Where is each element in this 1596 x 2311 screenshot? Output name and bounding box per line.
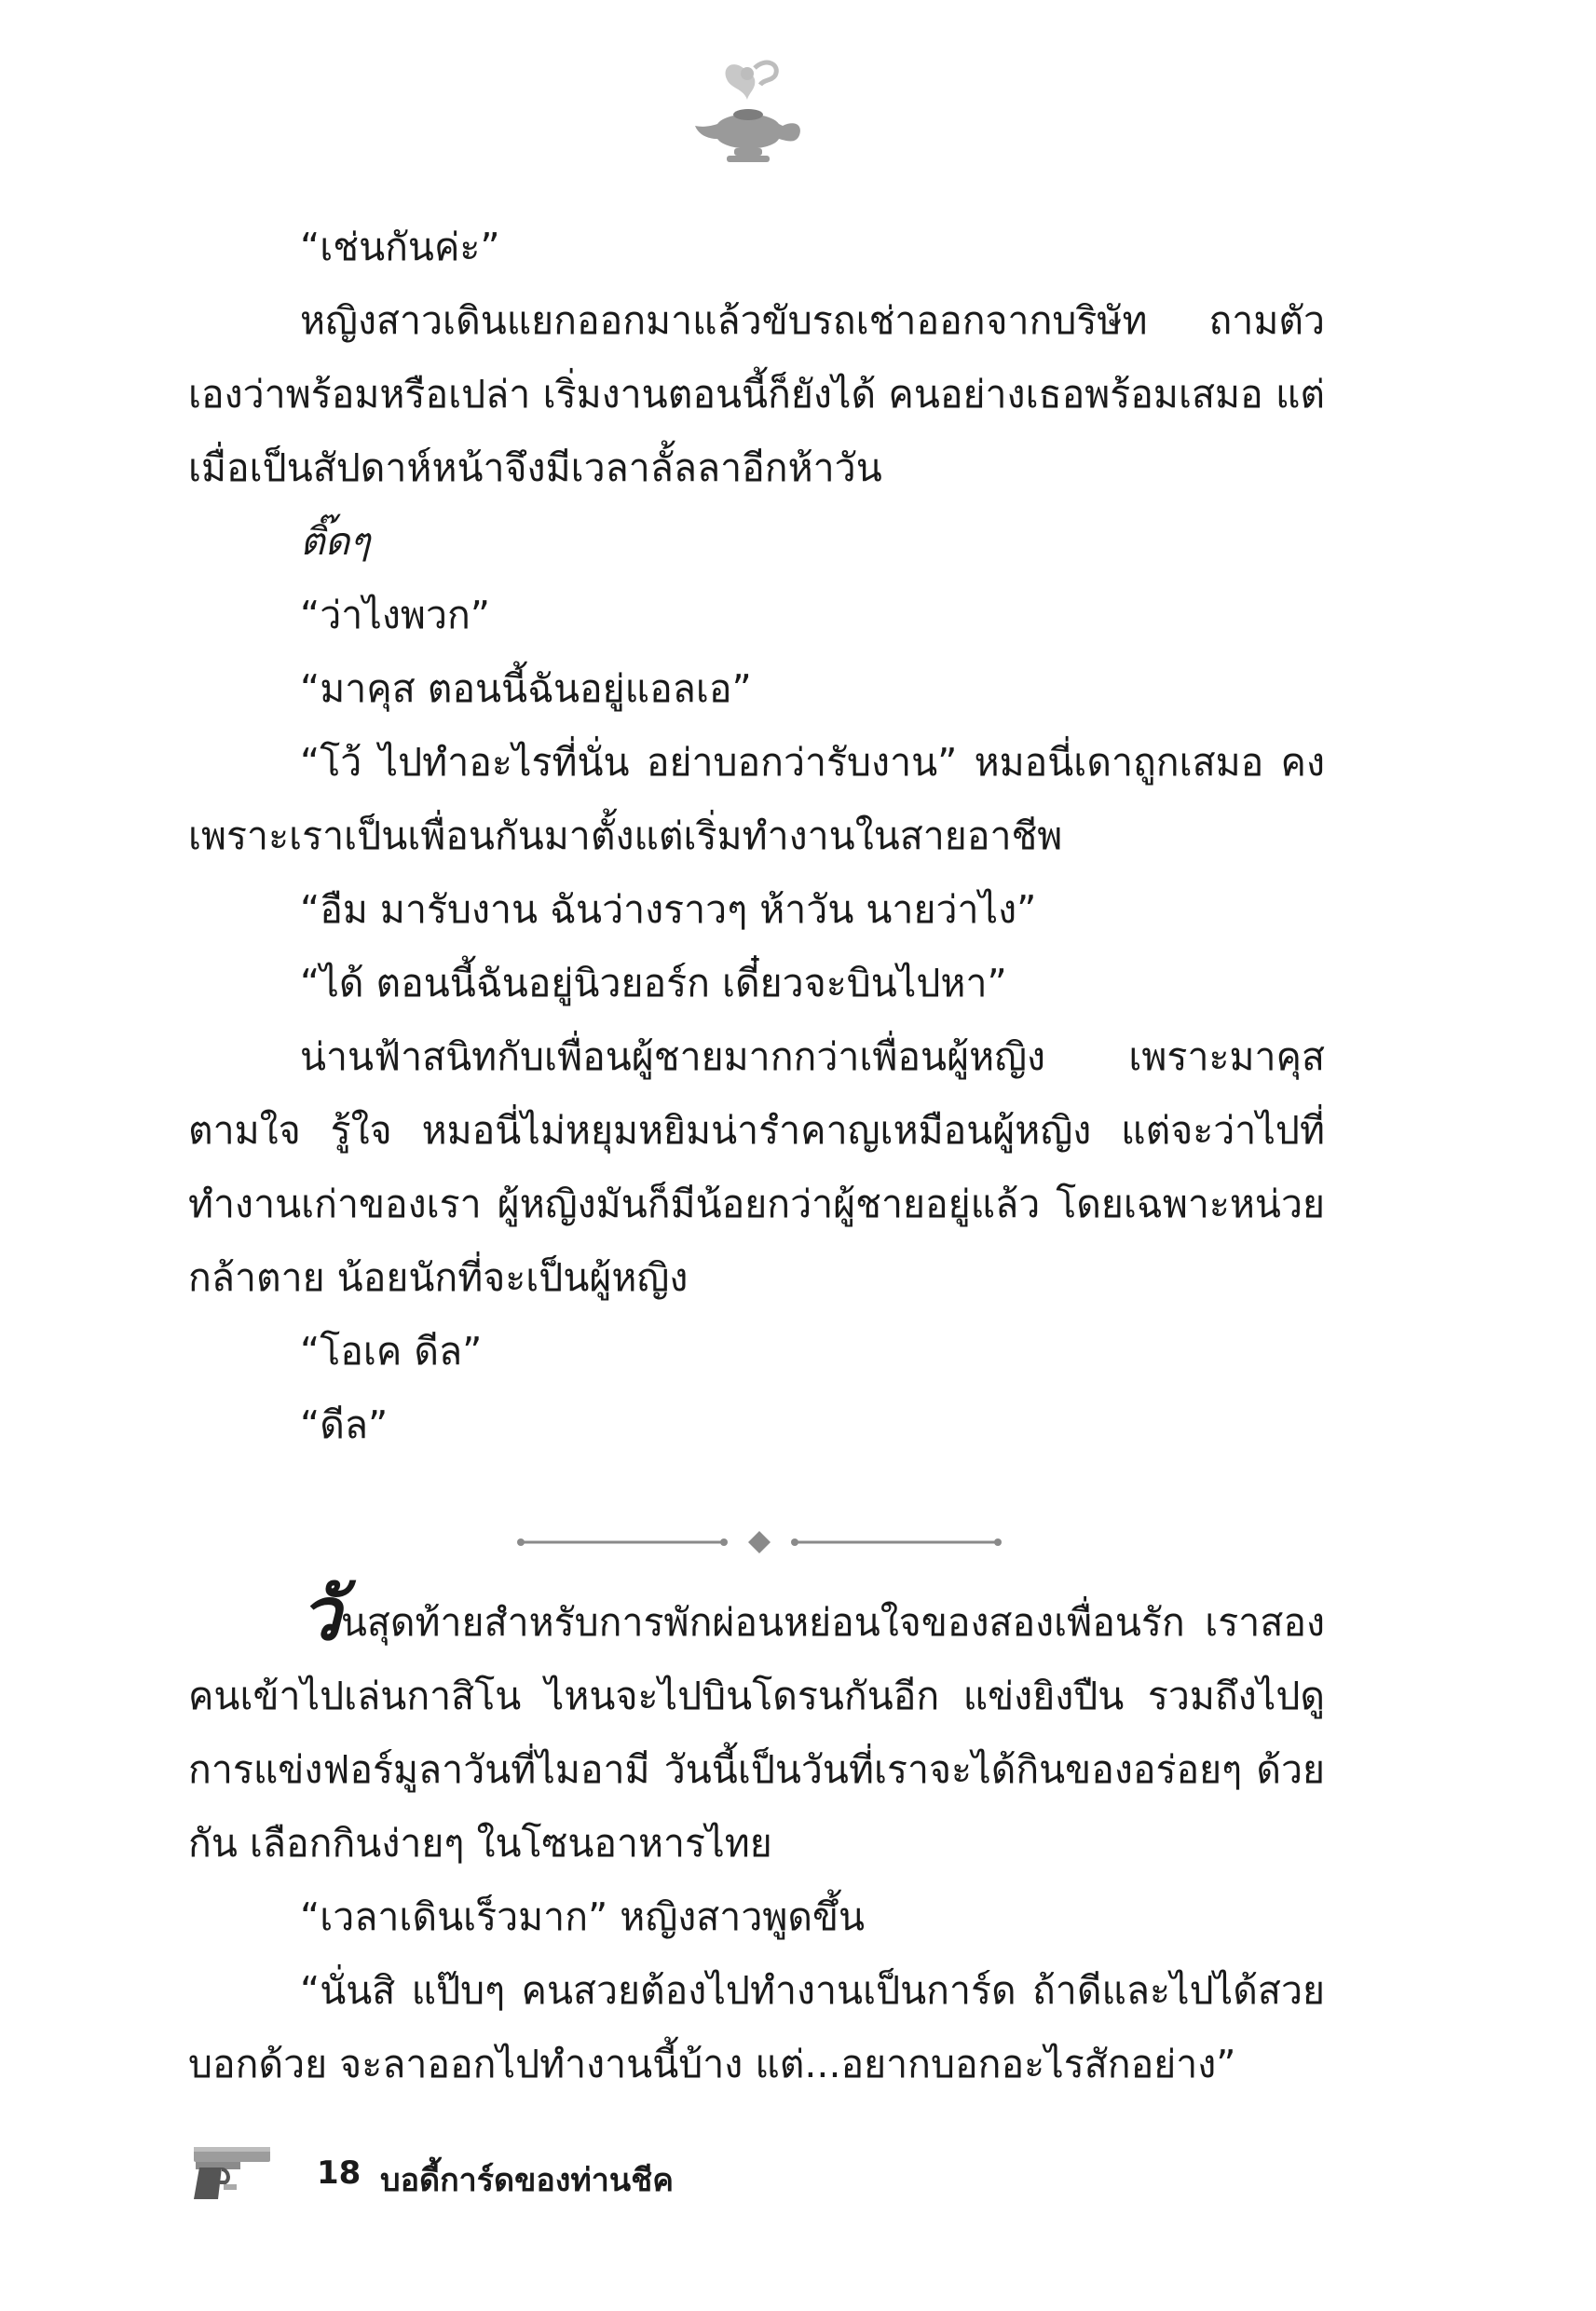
genie-lamp-icon: [689, 51, 811, 172]
dialog-line: “ว่าไงพวก”: [300, 593, 491, 637]
drop-cap: วั: [300, 1573, 341, 1657]
paragraph: หญิงสาวเดินแยกออกมาแล้วขับรถเช่าออกจากบริษัท ถามตัวเองว่าพร้อมหรือเปล่า เริ่มงานตอนนี้ก็ยังได้ คนอย่างเธอพร้อมเสมอ แต่เมื่อเป็นสัปดาห์หน้าจึงมีเวลาลั้ลลาอีกห้าวัน: [188, 298, 1325, 490]
dialog-line: “มาคุส ตอนนี้ฉันอยู่แอลเอ”: [300, 666, 752, 711]
section-divider: [517, 1528, 1002, 1556]
chapter-text-section-2: [188, 1573, 1325, 2101]
dialog-line: “ได้ ตอนนี้ฉันอยู่นิวยอร์ก เดี๋ยวจะบินไปหา”: [300, 961, 1007, 1005]
page-footer: [186, 2141, 839, 2207]
paragraph: น่านฟ้าสนิทกับเพื่อนผู้ชายมากกว่าเพื่อนผู้หญิง เพราะมาคุสตามใจ รู้ใจ หมอนี่ไม่หยุมหยิมน่ารำคาญเหมือนผู้หญิง แต่จะว่าไปที่ทำงานเก่าของเรา ผู้หญิงมันก็มีน้อยกว่าผู้ชายอยู่แล้ว โดยเฉพาะหน่วยกล้าตาย น้อยนักที่จะเป็นผู้หญิง: [188, 1034, 1325, 1300]
chapter-text-section-1: [188, 211, 1325, 1462]
dialog-line: “โอเค ดีล”: [300, 1329, 483, 1374]
dialog-line: “เช่นกันค่ะ”: [300, 225, 500, 269]
dialog-line: “อืม มารับงาน ฉันว่างราวๆ ห้าวัน นายว่าไง”: [300, 887, 1037, 932]
paragraph: “นั่นสิ แป๊บๆ คนสวยต้องไปทำงานเป็นการ์ด ถ้าดีและไปได้สวยบอกด้วย จะลาออกไปทำงานนี้บ้าง แต่...อยากบอกอะไรสักอย่าง”: [188, 1968, 1325, 2086]
dialog-line: “เวลาเดินเร็วมาก” หญิงสาวพูดขึ้น: [300, 1894, 866, 1939]
sound-effect-line: ติ๊ดๆ: [300, 519, 371, 564]
paragraph: “โว้ ไปทำอะไรที่นั่น อย่าบอกว่ารับงาน” หมอนี่เดาถูกเสมอ คงเพราะเราเป็นเพื่อนกันมาตั้งแต่เริ่มทำงานในสายอาชีพ: [188, 740, 1325, 858]
dialog-line: “ดีล”: [300, 1402, 389, 1447]
pistol-icon: [186, 2141, 272, 2203]
page-number: 18: [317, 2154, 361, 2192]
paragraph-text: นสุดท้ายสำหรับการพักผ่อนหย่อนใจของสองเพื่อนรัก เราสองคนเข้าไปเล่นกาสิโน ไหนจะไปบินโดรนกันอีก แข่งยิงปืน รวมถึงไปดูการแข่งฟอร์มูลาวันที่ไมอามี วันนี้เป็นวันที่เราจะได้กินของอร่อยๆ ด้วยกัน เลือกกินง่ายๆ ในโซนอาหารไทย: [188, 1600, 1325, 1866]
paragraph-with-dropcap: [188, 1573, 1325, 1880]
book-title: บอดี้การ์ดของท่านชีค: [380, 2162, 674, 2199]
